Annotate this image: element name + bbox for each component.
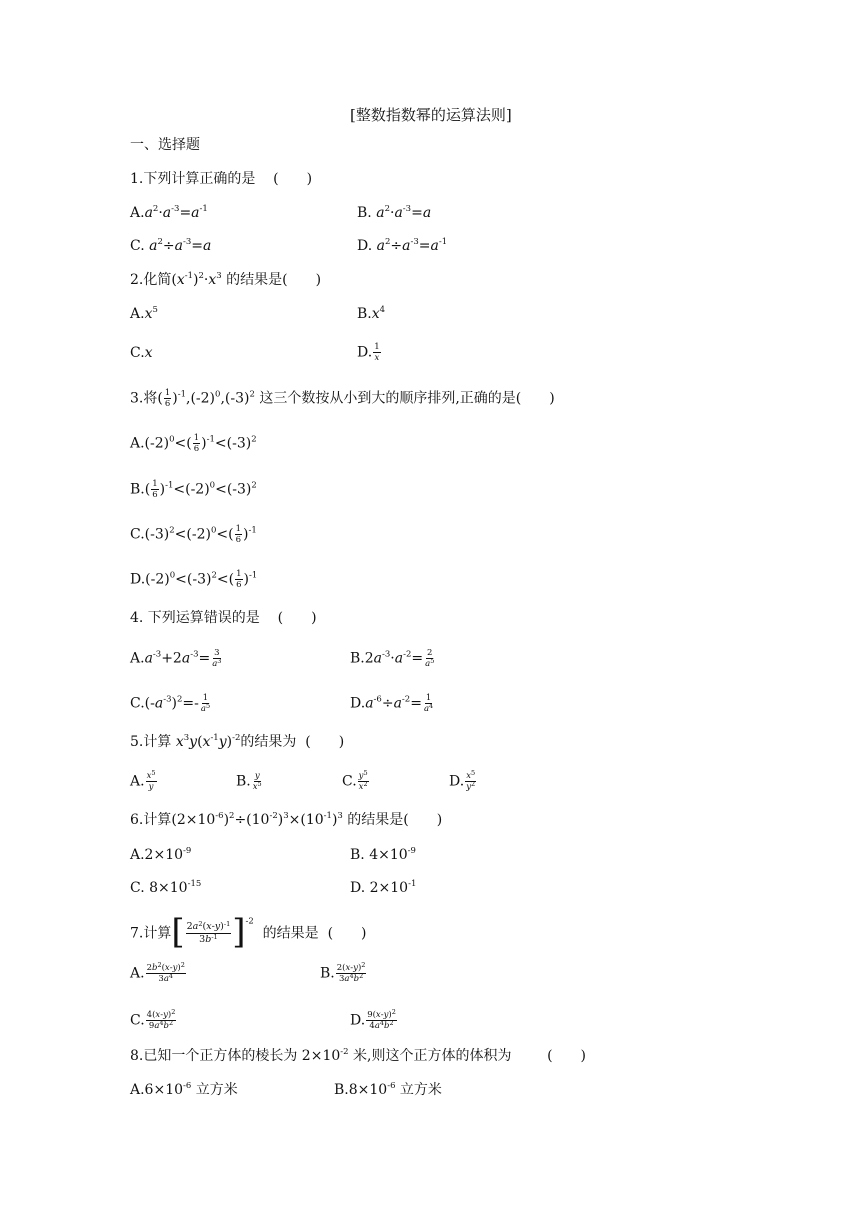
question-8-stem: 8.已知一个正方体的棱长为 $2\times 10^{-2}$ 米,则这个正方体的体积为 ( ) <box>130 1047 586 1064</box>
question-4-option-c: $C.(-a^{-3})^2=-$ $\frac{1}{a^5}$ <box>130 693 211 714</box>
question-3-stem: 3.将( $\frac{1}{6}$ )$^{-1},(-2)^0,(-3)^2$ 这三个数按从小到大的顺序排列,正确的是( ) <box>130 388 555 409</box>
question-4-stem: 4. 下列运算错误的是 ( ) <box>130 610 317 626</box>
question-3-option-b: B.( $\frac{1}{6}$ )$^{-1}<(-2)^0<(-3)^2$ <box>130 479 257 500</box>
question-6-option-d: D. $2\times 10^{-1}$ <box>350 879 417 896</box>
question-7-stem: 7.计算[ $\frac{2a^2(x-y)^{-1}}{3b^{-1}}$ ]$^{-2}$ 的结果是 ( ) <box>130 911 367 952</box>
question-6-option-b: B. $4\times 10^{-9}$ <box>350 846 416 863</box>
question-5-option-d: D. $\frac{x^5}{y^2}$ <box>449 769 476 792</box>
question-7-option-c: C. $\frac{4(x-y)^2}{9a^4b^2}$ <box>130 1008 176 1031</box>
question-3-option-a: $A.(-2)^0<$( $\frac{1}{6}$ )$^{-1}<(-3)^2$ <box>130 433 257 454</box>
question-3-option-d: $D.(-2)^0<(-3)^2<$( $\frac{1}{6}$ )$^{-1}$ <box>130 569 258 590</box>
question-1-stem: 1.下列计算正确的是 ( ) <box>130 171 313 187</box>
question-4-option-b: $B.2a^{-3}\cdot a^{-2}=$ $\frac{2}{a^5}$ <box>350 648 435 669</box>
question-1-option-b: B. $a^2\cdot a^{-3}=a$ <box>357 204 432 221</box>
question-5-option-b: B. $\frac{y}{x^5}$ <box>236 771 262 792</box>
question-7-option-d: D. $\frac{9(x-y)^2}{4a^4b^2}$ <box>350 1008 396 1031</box>
question-2-stem: 2.化简$(x^{-1})^2\cdot x^3$ 的结果是( ) <box>130 271 322 288</box>
question-1-option-a: $A.a^2\cdot a^{-3}=a^{-1}$ <box>130 204 208 221</box>
question-8-option-a: $A.6\times 10^{-6}$ 立方米 <box>130 1081 238 1098</box>
question-3-option-c: $C.(-3)^2<(-2)^0<$( $\frac{1}{6}$ )$^{-1}$ <box>130 524 257 545</box>
question-4-option-d: $D.a^{-6}\div a^{-2}=$ $\frac{1}{a^4}$ <box>350 693 434 714</box>
question-2-option-d: D. $\frac{1}{x}$ <box>357 342 380 363</box>
page-title: [整数指数幂的运算法则] <box>350 106 512 124</box>
section-heading: 一、选择题 <box>130 137 200 153</box>
question-2-option-b: $B.x^4$ <box>357 305 386 322</box>
question-5-option-a: A. $\frac{x^5}{y}$ <box>130 769 156 792</box>
question-7-option-b: B. $\frac{2(x-y)^2}{3a^4b^2}$ <box>320 961 366 984</box>
question-8-option-b: $B.8\times 10^{-6}$ 立方米 <box>334 1081 442 1098</box>
question-4-option-a: $A.a^{-3}+2a^{-3}=$ $\frac{3}{a^3}$ <box>130 648 222 669</box>
question-2-option-a: $A.x^5$ <box>130 305 158 322</box>
question-5-stem: 5.计算 $x^3y(x^{-1}y)^{-2}$的结果为 ( ) <box>130 733 345 750</box>
question-6-stem: 6.计算$(2\times 10^{-6})^2\div(10^{-2})^3\times(10^{-1})^3$ 的结果是( ) <box>130 811 443 828</box>
question-6-option-c: C. $8\times 10^{-15}$ <box>130 879 202 896</box>
question-1-option-d: D. $a^2\div a^{-3}=a^{-1}$ <box>357 237 448 254</box>
question-7-option-a: A. $\frac{2b^2(x-y)^2}{3a^4}$ <box>130 961 185 984</box>
question-6-option-a: $A.2\times 10^{-9}$ <box>130 846 192 863</box>
question-1-option-c: C. $a^2\div a^{-3}=a$ <box>130 237 212 254</box>
question-2-option-c: C.x <box>130 345 153 361</box>
question-5-option-c: C. $\frac{y^5}{x^2}$ <box>342 769 368 792</box>
